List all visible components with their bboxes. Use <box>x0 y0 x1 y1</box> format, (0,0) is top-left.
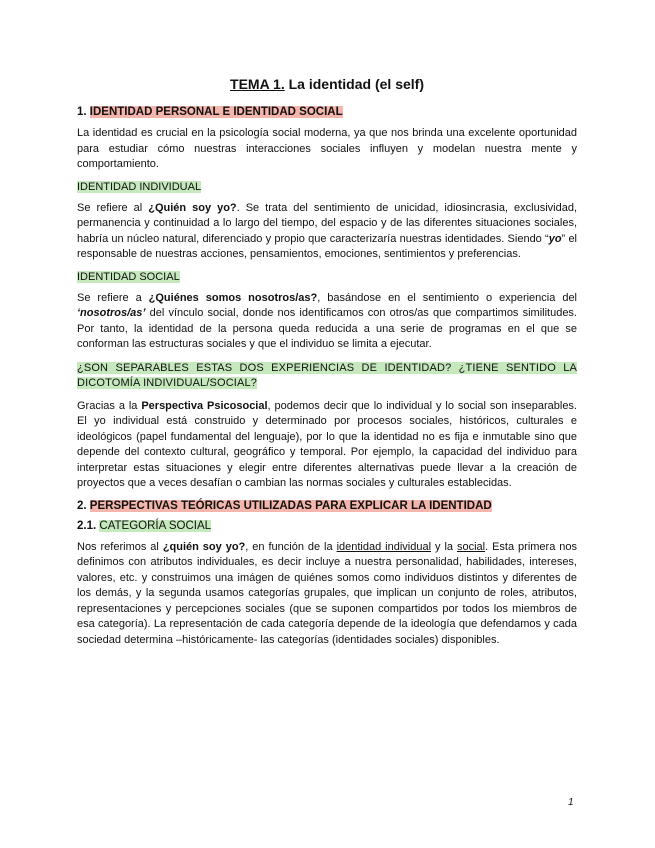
p5-text-c: , en función de la <box>245 540 337 553</box>
section-2-number: 2. <box>77 499 90 512</box>
p5-text-e: y la <box>431 540 457 553</box>
p4-text-a: Gracias a la <box>77 399 142 412</box>
p2-question: ¿Quién soy yo? <box>148 201 237 214</box>
individual-identity-label: IDENTIDAD INDIVIDUAL <box>77 180 202 193</box>
individual-identity-paragraph <box>77 201 577 263</box>
individual-identity-heading <box>77 181 577 193</box>
psychosocial-paragraph <box>77 399 577 492</box>
p3-text-c: , basándose en el sentimiento o experiencia del <box>317 291 578 304</box>
social-identity-paragraph <box>77 291 577 353</box>
section-1-heading <box>77 106 577 118</box>
title-rest: La identidad (el self) <box>284 76 424 92</box>
title-prefix: TEMA 1. <box>230 76 285 92</box>
p2-text-a: Se refiere al <box>77 201 149 214</box>
p3-text-a: Se refiere a <box>77 291 149 304</box>
section-2-1-heading <box>77 520 577 532</box>
p4-text-c: , podemos decir que lo individual y lo social son inseparables. El yo individual está construido y determinado por procesos sociales, históricos, culturales e ideológicos (papel fundamental del lenguaje), por lo que la identidad no es fija e inmutable sino que depende del contexto cultural, geográfico y temporal. Por ejemplo, la capacidad del individuo para interpretar estas situaciones y elegir entre diferentes alternativas puede llevar a la creación de proyectos que a veces desafían o cambian las normas sociales y culturales establecidas. <box>77 399 577 489</box>
section-2-heading <box>77 500 577 512</box>
p3-text-e: del vínculo social, donde nos identificamos con otros/as que compartimos similitudes. Por tanto, la identidad de la persona queda reducida a una serie de programas en el que se conforman las estructuras sociales y que el individuo se limita a ejecutar. <box>77 307 577 350</box>
section-2-1-number: 2.1. <box>77 519 100 532</box>
page-title <box>77 76 577 92</box>
p5-text-a: Nos referimos al <box>77 540 163 553</box>
p4-term: Perspectiva Psicosocial <box>141 399 268 412</box>
intro-paragraph: La identidad es crucial en la psicología social moderna, ya que nos brinda una excelente oportunidad para estudiar cómo nuestras interacciones sociales influyen y modelan nuestra mente y comportamiento. <box>77 127 577 170</box>
social-identity-heading <box>77 271 577 283</box>
page-number: 1 <box>568 797 574 808</box>
p2-text-c: . Se trata del sentimiento de unicidad, idiosincrasia, exclusividad, permanencia y continuidad a lo largo del tiempo, del espacio y de las diferentes situaciones sociales, habría un núcleo natural, diferenciado y propio que caracterizaría nuestras identidades. Siendo “ <box>77 201 577 245</box>
section-1-label: IDENTIDAD PERSONAL E IDENTIDAD SOCIAL <box>89 106 343 118</box>
p5-text-g: . Esta primera nos definimos con atributos individuales, es decir incluye a nuestra personalidad, habilidades, intereses, valores, etc. y construimos una imágen de quiénes somos como individuos distintos y diferentes de los demás, y la segunda usamos categorías grupales, que implican un conjunto de roles, atributos, representaciones y percepciones sociales (que se suponen compartidos por todos los miembros de esa categoría). La representación de cada categoría depende de la ideología que defendamos y cada sociedad determina –históricamente- las categorías (identidades sociales) disponibles. <box>77 540 578 646</box>
p5-social: social <box>456 540 486 553</box>
p3-question: ¿Quiénes somos nosotros/as? <box>148 291 318 304</box>
p5-individual-identity: identidad individual <box>336 540 432 553</box>
page-content <box>77 76 577 656</box>
p2-yo: yo <box>548 232 562 245</box>
section-2-1-label: CATEGORÍA SOCIAL <box>99 519 212 532</box>
social-category-paragraph <box>77 540 577 649</box>
p5-question: ¿quién soy yo? <box>162 540 246 553</box>
dichotomy-question-label: ¿SON SEPARABLES ESTAS DOS EXPERIENCIAS DE IDENTIDAD? ¿TIENE SENTIDO LA DICOTOMÍA INDIVIDUAL/SOCIAL? <box>77 361 577 389</box>
section-2-label: PERSPECTIVAS TEÓRICAS UTILIZADAS PARA EXPLICAR LA IDENTIDAD <box>89 499 492 512</box>
social-identity-label: IDENTIDAD SOCIAL <box>77 270 180 283</box>
section-1-number: 1. <box>77 106 90 118</box>
p3-nosotros: ‘nosotros/as’ <box>77 307 146 319</box>
dichotomy-question-heading <box>77 361 577 391</box>
p2-text-e: ” el responsable de nuestras acciones, pensamientos, emociones, sentimientos y preferencias. <box>77 232 577 260</box>
